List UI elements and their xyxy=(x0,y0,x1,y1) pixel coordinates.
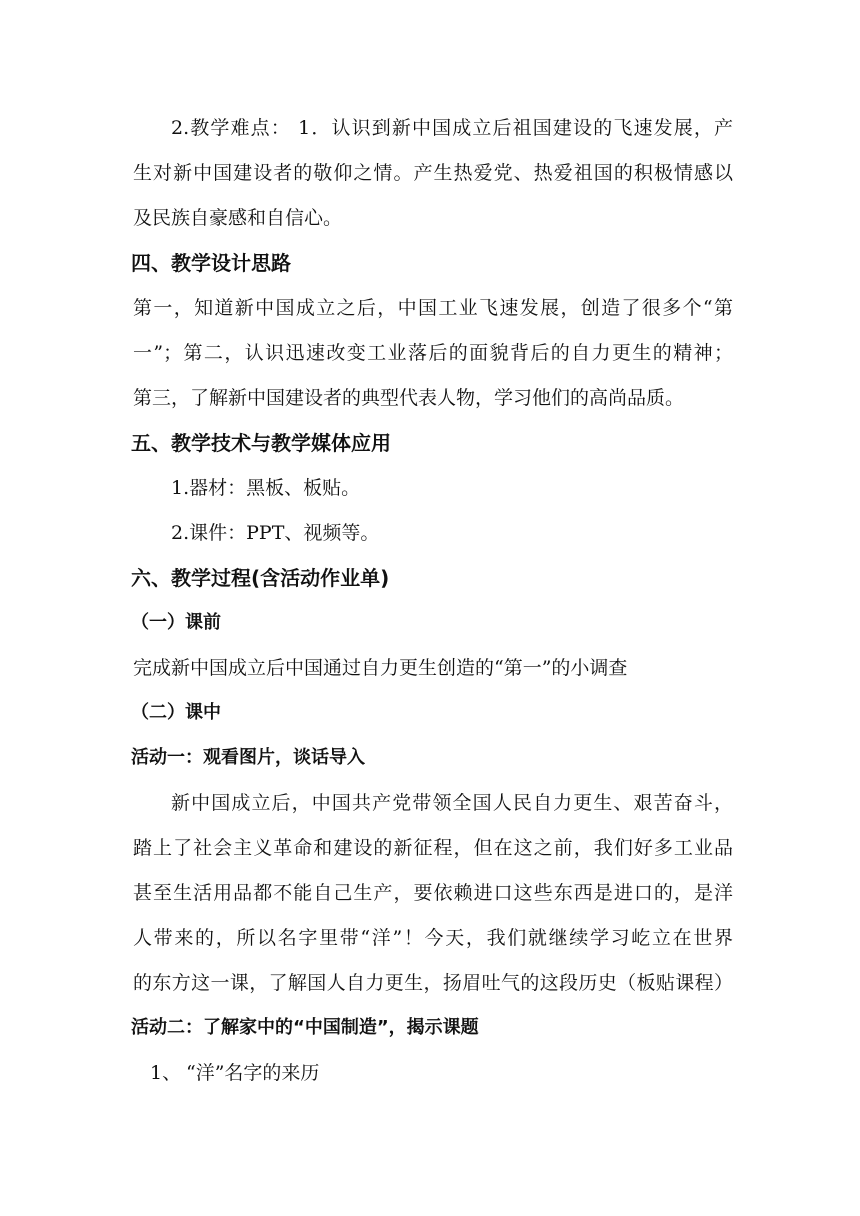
section-6-heading: 六、教学过程(含活动作业单) xyxy=(131,566,390,590)
section-4-heading: 四、教学设计思路 xyxy=(131,251,291,275)
activity-1-line-5: 的东方这一课，了解国人自力更生，扬眉吐气的这段历史（板贴课程） xyxy=(133,972,733,994)
activity-1-line-2: 踏上了社会主义革命和建设的新征程，但在这之前，我们好多工业品 xyxy=(133,837,733,859)
activity-1-heading: 活动一：观看图片，谈话导入 xyxy=(131,747,365,768)
section-5-item-courseware: 2.课件：PPT、视频等。 xyxy=(171,522,380,544)
before-class-text: 完成新中国成立后中国通过自力更生创造的“第一”的小调查 xyxy=(133,657,628,679)
during-class-heading: （二）课中 xyxy=(131,702,221,723)
activity-1-line-3: 甚至生活用品都不能自己生产，要依赖进口这些东西是进口的，是洋 xyxy=(133,882,733,904)
activity-2-item-1-number: 1、 xyxy=(150,1062,182,1084)
activity-2-heading: 活动二：了解家中的“中国制造”，揭示课题 xyxy=(131,1017,479,1038)
activity-1-line-4: 人带来的，所以名字里带“洋”！今天，我们就继续学习屹立在世界 xyxy=(133,927,733,949)
activity-1-line-1: 新中国成立后，中国共产党带领全国人民自力更生、艰苦奋斗， xyxy=(171,792,733,814)
difficulty-line-3: 及民族自豪感和自信心。 xyxy=(133,207,343,229)
before-class-heading: （一）课前 xyxy=(131,612,221,633)
difficulty-line-1: 2.教学难点： 1．认识到新中国成立后祖国建设的飞速发展，产 xyxy=(171,117,733,139)
section-5-heading: 五、教学技术与教学媒体应用 xyxy=(131,431,391,455)
section-4-line-2: 一”；第二，认识迅速改变工业落后的面貌背后的自力更生的精神； xyxy=(133,342,733,364)
difficulty-line-2: 生对新中国建设者的敬仰之情。产生热爱党、热爱祖国的积极情感以 xyxy=(133,162,733,184)
section-4-line-3: 第三，了解新中国建设者的典型代表人物，学习他们的高尚品质。 xyxy=(133,387,685,409)
activity-2-item-1-text: “洋”名字的来历 xyxy=(186,1062,320,1084)
section-4-line-1: 第一，知道新中国成立之后，中国工业飞速发展，创造了很多个“第 xyxy=(133,297,733,319)
section-5-item-equipment: 1.器材：黑板、板贴。 xyxy=(171,477,361,499)
